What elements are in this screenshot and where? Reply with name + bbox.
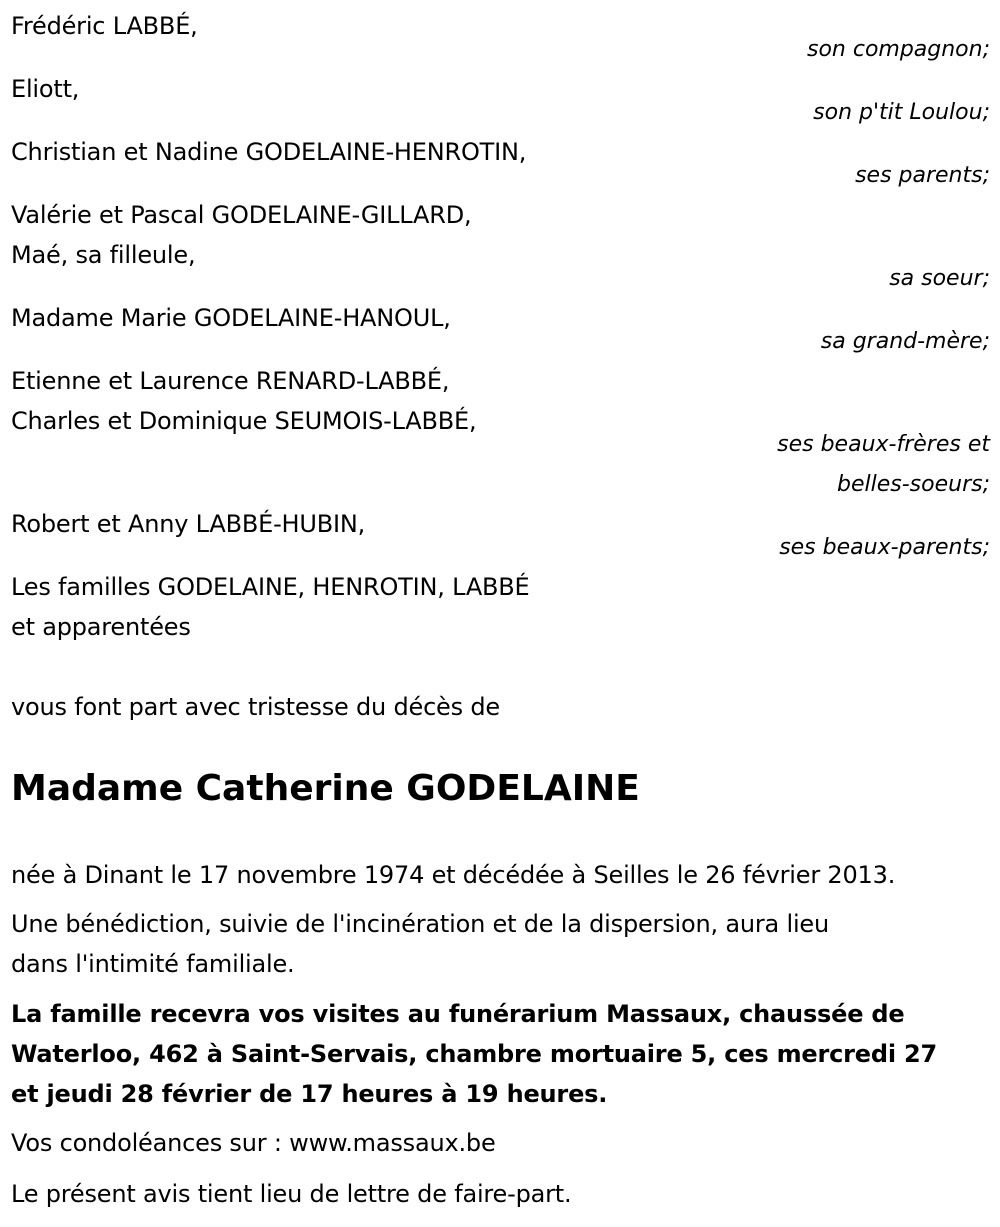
family-member-line: et apparentées	[11, 613, 191, 641]
family-member-line: Les familles GODELAINE, HENROTIN, LABBÉ	[11, 573, 530, 601]
family-member-line: Madame Marie GODELAINE-HANOUL,	[11, 304, 451, 332]
deceased-name: Madame Catherine GODELAINE	[11, 768, 640, 809]
family-member-line: Frédéric LABBÉ,	[11, 12, 198, 40]
relation-label: sa grand-mère;	[820, 329, 990, 354]
relation-label: sa soeur;	[889, 266, 990, 291]
relation-label: ses beaux-parents;	[779, 535, 990, 560]
visits-text-line: La famille recevra vos visites au funérarium Massaux, chaussée de	[11, 1000, 905, 1028]
relation-label: ses beaux-frères et	[777, 432, 990, 457]
visits-text-line: Waterloo, 462 à Saint-Servais, chambre mortuaire 5, ces mercredi 27	[11, 1040, 938, 1068]
birth-death-text: née à Dinant le 17 novembre 1974 et décédée à Seilles le 26 février 2013.	[11, 861, 896, 889]
relation-label: ses parents;	[855, 163, 990, 188]
condolences-text: Vos condoléances sur : www.massaux.be	[11, 1129, 496, 1157]
notice-text: Le présent avis tient lieu de lettre de faire-part.	[11, 1180, 572, 1208]
family-member-line: Etienne et Laurence RENARD-LABBÉ,	[11, 367, 450, 395]
family-member-line: Robert et Anny LABBÉ-HUBIN,	[11, 510, 366, 538]
announcement-text: vous font part avec tristesse du décès de	[11, 693, 500, 721]
relation-label: son compagnon;	[806, 37, 990, 62]
family-member-line: Valérie et Pascal GODELAINE-GILLARD,	[11, 201, 472, 229]
family-member-line: Christian et Nadine GODELAINE-HENROTIN,	[11, 138, 527, 166]
ceremony-text-line: dans l'intimité familiale.	[11, 950, 295, 978]
ceremony-text-line: Une bénédiction, suivie de l'incinération et de la dispersion, aura lieu	[11, 910, 829, 938]
family-member-line: Maé, sa filleule,	[11, 241, 196, 269]
relation-label: son p'tit Loulou;	[813, 100, 990, 125]
family-member-line: Eliott,	[11, 75, 80, 103]
visits-text-line: et jeudi 28 février de 17 heures à 19 heures.	[11, 1080, 608, 1108]
relation-label: belles-soeurs;	[837, 472, 990, 497]
family-member-line: Charles et Dominique SEUMOIS-LABBÉ,	[11, 407, 477, 435]
